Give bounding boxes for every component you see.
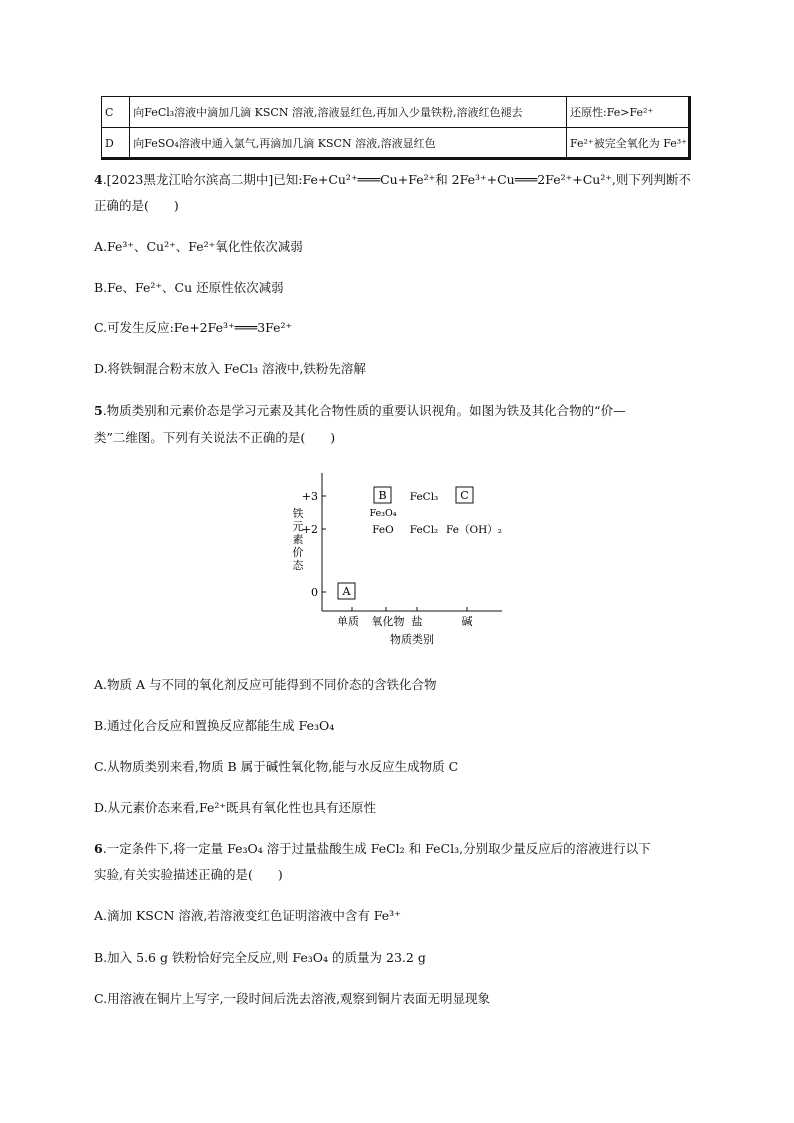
row-operation: 向FeCl₃溶液中滴加几滴 KSCN 溶液,溶液显红色,再加入少量铁粉,溶液红色褪去	[130, 97, 567, 128]
q6-stem-text: .一定条件下,将一定量 Fe₃O₄ 溶于过量盐酸生成 FeCl₂ 和 FeCl₃,分别取少量反应后的溶液进行以下	[102, 841, 651, 856]
q5-option-d: D.从元素价态来看,Fe²⁺既具有氧化性也具有还原性	[94, 800, 377, 815]
x-tick-label: 氧化物	[371, 615, 405, 628]
question-number: 4	[94, 172, 103, 187]
label-feoh2: Fe（OH）₂	[446, 524, 502, 536]
q4-stem-line2: 正确的是( )	[94, 198, 179, 213]
box-a-label: A	[342, 585, 351, 598]
q5-option-c: C.从物质类别来看,物质 B 属于碱性氧化物,能与水反应生成物质 C	[94, 759, 459, 774]
y-axis-title: 铁元素价态	[292, 507, 304, 572]
q5-option-a: A.物质 A 与不同的氧化剂反应可能得到不同价态的含铁化合物	[94, 677, 437, 692]
row-label: D	[102, 128, 130, 159]
label-fecl3: FeCl₃	[409, 491, 439, 503]
row-operation: 向FeSO₄溶液中通入氯气,再滴加几滴 KSCN 溶液,溶液显红色	[130, 128, 567, 159]
q4-option-c: C.可发生反应:Fe+2Fe³⁺═══3Fe²⁺	[94, 320, 293, 335]
x-axis-title: 物质类别	[390, 633, 434, 646]
y-tick-label: +3	[301, 490, 318, 503]
row-label: C	[102, 97, 130, 128]
table-row	[102, 97, 691, 128]
label-feo: FeO	[372, 524, 394, 536]
q4-option-b: B.Fe、Fe²⁺、Cu 还原性依次减弱	[94, 280, 284, 295]
q6-stem-line2: 实验,有关实验描述正确的是( )	[94, 867, 283, 882]
x-tick-label: 碱	[461, 615, 473, 628]
row-conclusion: 还原性:Fe>Fe²⁺	[566, 97, 690, 128]
label-fecl2: FeCl₂	[409, 524, 439, 536]
q5-stem-line2: 类”二维图。下列有关说法不正确的是( )	[94, 430, 336, 445]
q6-option-c: C.用溶液在铜片上写字,一段时间后洗去溶液,观察到铜片表面无明显现象	[94, 991, 491, 1006]
box-b-label: B	[378, 489, 387, 502]
box-c-label: C	[460, 489, 469, 502]
row-conclusion: Fe²⁺被完全氧化为 Fe³⁺	[566, 128, 690, 159]
q4-option-d: D.将铁铜混合粉末放入 FeCl₃ 溶液中,铁粉先溶解	[94, 361, 366, 376]
q5-stem-text: .物质类别和元素价态是学习元素及其化合物性质的重要认识视角。如图为铁及其化合物的“价—	[102, 403, 626, 418]
q6-option-a: A.滴加 KSCN 溶液,若溶液变红色证明溶液中含有 Fe³⁺	[94, 908, 401, 923]
valence-category-diagram	[282, 465, 512, 655]
table-row	[102, 128, 691, 159]
question-number: 6	[94, 841, 103, 856]
q4-option-a: A.Fe³⁺、Cu²⁺、Fe²⁺氧化性依次减弱	[94, 239, 303, 254]
y-tick-label: +2	[301, 523, 318, 536]
label-fe3o4: Fe₃O₄	[369, 508, 397, 519]
q6-option-b: B.加入 5.6 g 铁粉恰好完全反应,则 Fe₃O₄ 的质量为 23.2 g	[94, 950, 426, 965]
x-tick-label: 盐	[411, 615, 423, 628]
y-tick-label: 0	[311, 586, 318, 599]
q5-option-b: B.通过化合反应和置换反应都能生成 Fe₃O₄	[94, 718, 335, 733]
question-number: 5	[94, 403, 103, 418]
experiment-table	[101, 96, 691, 159]
q5-stem-line1	[94, 402, 626, 420]
q4-stem-text: .[2023黑龙江哈尔滨高二期中]已知:Fe+Cu²⁺═══Cu+Fe²⁺和 2Fe³⁺+Cu═══2Fe²⁺+Cu²⁺,则下列判断不	[102, 172, 691, 187]
q6-stem-line1	[94, 840, 651, 858]
x-tick-label: 单质	[337, 615, 359, 628]
q4-stem-line1	[94, 171, 691, 189]
